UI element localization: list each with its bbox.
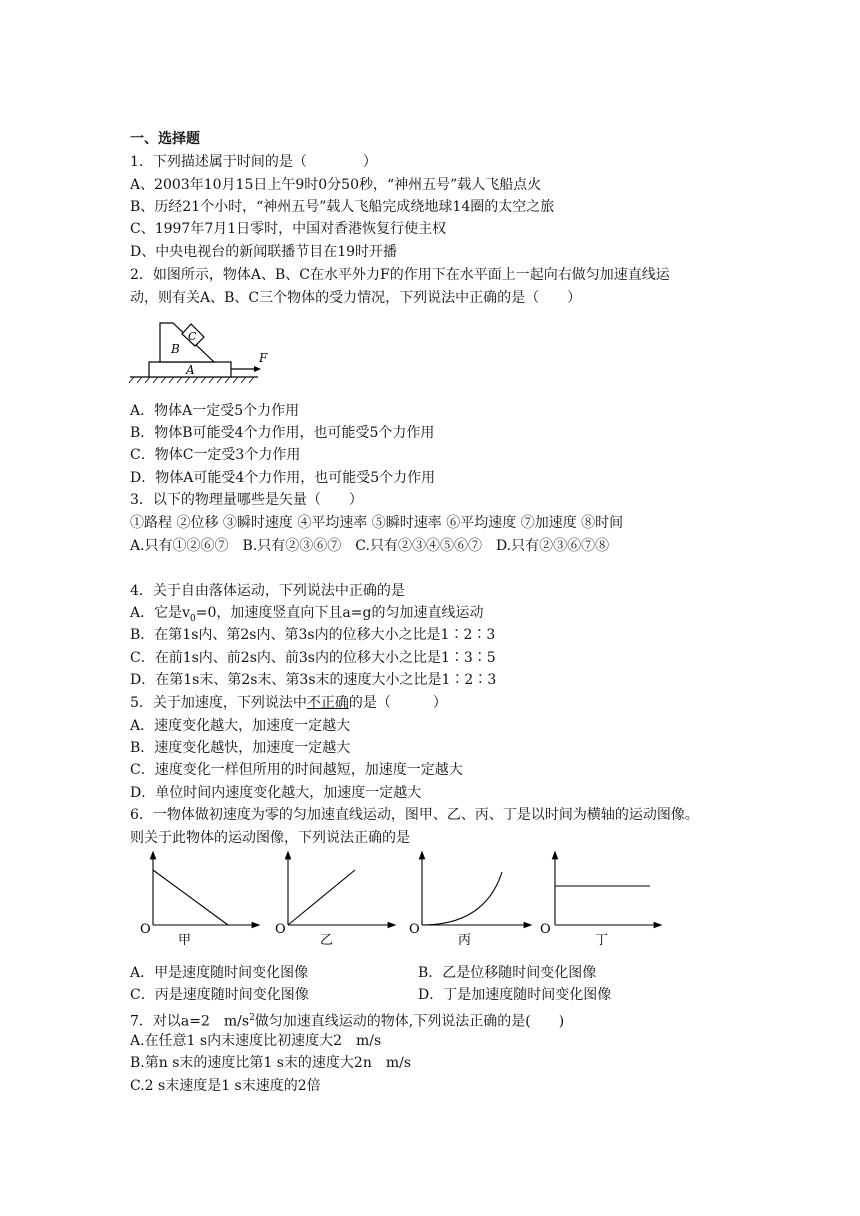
label-a: A: [186, 363, 195, 377]
graph-yi: [275, 855, 392, 948]
graph-yi-label: 乙: [320, 933, 334, 948]
q2-block-figure: [128, 318, 278, 384]
graph-yi-origin: O: [275, 922, 286, 937]
q5-option-c: C．速度变化一样但所用的时间越短，加速度一定越大: [130, 762, 463, 778]
graph-bing-origin: O: [409, 922, 420, 937]
q5-option-d: D．单位时间内速度变化越大，加速度一定越大: [130, 785, 422, 801]
q1-stem: 1．下列描述属于时间的是（ ）: [130, 154, 377, 170]
graph-jia-origin: O: [140, 922, 151, 937]
q1-option-a: A、2003年10月15日上午9时0分50秒，“神州五号”载人飞船点火: [130, 177, 542, 193]
graph-jia-label: 甲: [178, 933, 192, 948]
q4-option-c: C．在前1s内、前2s内、前3s内的位移大小之比是1∶3∶5: [130, 650, 496, 666]
q4-option-b: B．在第1s内、第2s内、第3s内的位移大小之比是1∶2∶3: [130, 627, 496, 643]
q3-items: ①路程 ②位移 ③瞬时速度 ④平均速率 ⑤瞬时速率 ⑥平均速度 ⑦加速度 ⑧时间: [130, 515, 624, 531]
q7-stem: 7．对以a=2 $m/s^2$做匀加速直线运动的物体,下列说法正确的是( ): [130, 1013, 565, 1030]
section-title: 一、选择题: [130, 131, 200, 147]
q5-option-b: B．速度变化越快，加速度一定越大: [130, 740, 351, 756]
label-f: F: [259, 351, 268, 365]
q1-option-d: D、中央电视台的新闻联播节目在19时开播: [130, 244, 398, 260]
q4-stem: 4．关于自由落体运动，下列说法中正确的是: [130, 583, 405, 599]
q7-option-c: C.2 s末速度是1 s末速度的2倍: [130, 1078, 321, 1094]
q6-stem-line1: 6．一物体做初速度为零的匀加速直线运动，图甲、乙、丙、丁是以时间为横轴的运动图像。: [130, 807, 699, 823]
q4-option-a: A．它是$v_0=0$，加速度竖直向下且a=g的匀加速直线运动: [130, 605, 484, 624]
q2-stem-line2: 动，则有关A、B、C三个物体的受力情况，下列说法中正确的是（ ）: [130, 290, 582, 306]
q6-stem-line2: 则关于此物体的运动图像，下列说法正确的是: [130, 830, 410, 846]
q5-option-a: A．速度变化越大，加速度一定越大: [130, 718, 351, 734]
q6-option-a: A．甲是速度随时间变化图像: [130, 965, 309, 981]
q2-option-d: D．物体A可能受4个力作用，也可能受5个力作用: [130, 470, 436, 486]
graph-ding: [540, 855, 658, 948]
graph-jia: [140, 855, 256, 948]
q7-option-a: A.在任意1 s内末速度比初速度大2 m/s: [130, 1033, 382, 1049]
q6-option-c: C．丙是速度随时间变化图像: [130, 987, 309, 1003]
q1-option-b: B、历经21个小时，“神州五号”载人飞船完成绕地球14圈的太空之旅: [130, 199, 555, 215]
q2-option-b: B．物体B可能受4个力作用，也可能受5个力作用: [130, 425, 435, 441]
q6-graphs: [130, 850, 670, 954]
q5-stem: 5．关于加速度，下列说法中不正确的是（ ）: [130, 695, 447, 711]
q3-options: A.只有①②⑥⑦ B.只有②③⑥⑦ C.只有②③④⑤⑥⑦ D.只有②③⑥⑦⑧: [130, 538, 610, 554]
graph-bing-label: 丙: [458, 933, 472, 948]
q7-option-b: B.第n s末的速度比第1 s末的速度大2n m/s: [130, 1055, 412, 1071]
q6-option-d: D．丁是加速度随时间变化图像: [418, 987, 612, 1003]
graph-ding-label: 丁: [595, 933, 609, 948]
q4-option-d: D．在第1s末、第2s末、第3s末的速度大小之比是1∶2∶3: [130, 672, 497, 688]
q1-option-c: C、1997年7月1日零时，中国对香港恢复行使主权: [130, 221, 447, 237]
q3-stem: 3．以下的物理量哪些是矢量（ ）: [130, 492, 363, 508]
label-b: B: [171, 342, 180, 356]
graph-ding-origin: O: [540, 922, 551, 937]
q2-option-a: A．物体A一定受5个力作用: [130, 403, 300, 419]
graph-bing: [409, 855, 528, 948]
label-c: C: [188, 330, 197, 343]
q2-stem-line1: 2．如图所示，物体A、B、C在水平外力F的作用下在水平面上一起向右做匀加速直线运: [130, 267, 670, 283]
q2-option-c: C．物体C一定受3个力作用: [130, 447, 301, 463]
q6-option-b: B．乙是位移随时间变化图像: [418, 965, 597, 981]
